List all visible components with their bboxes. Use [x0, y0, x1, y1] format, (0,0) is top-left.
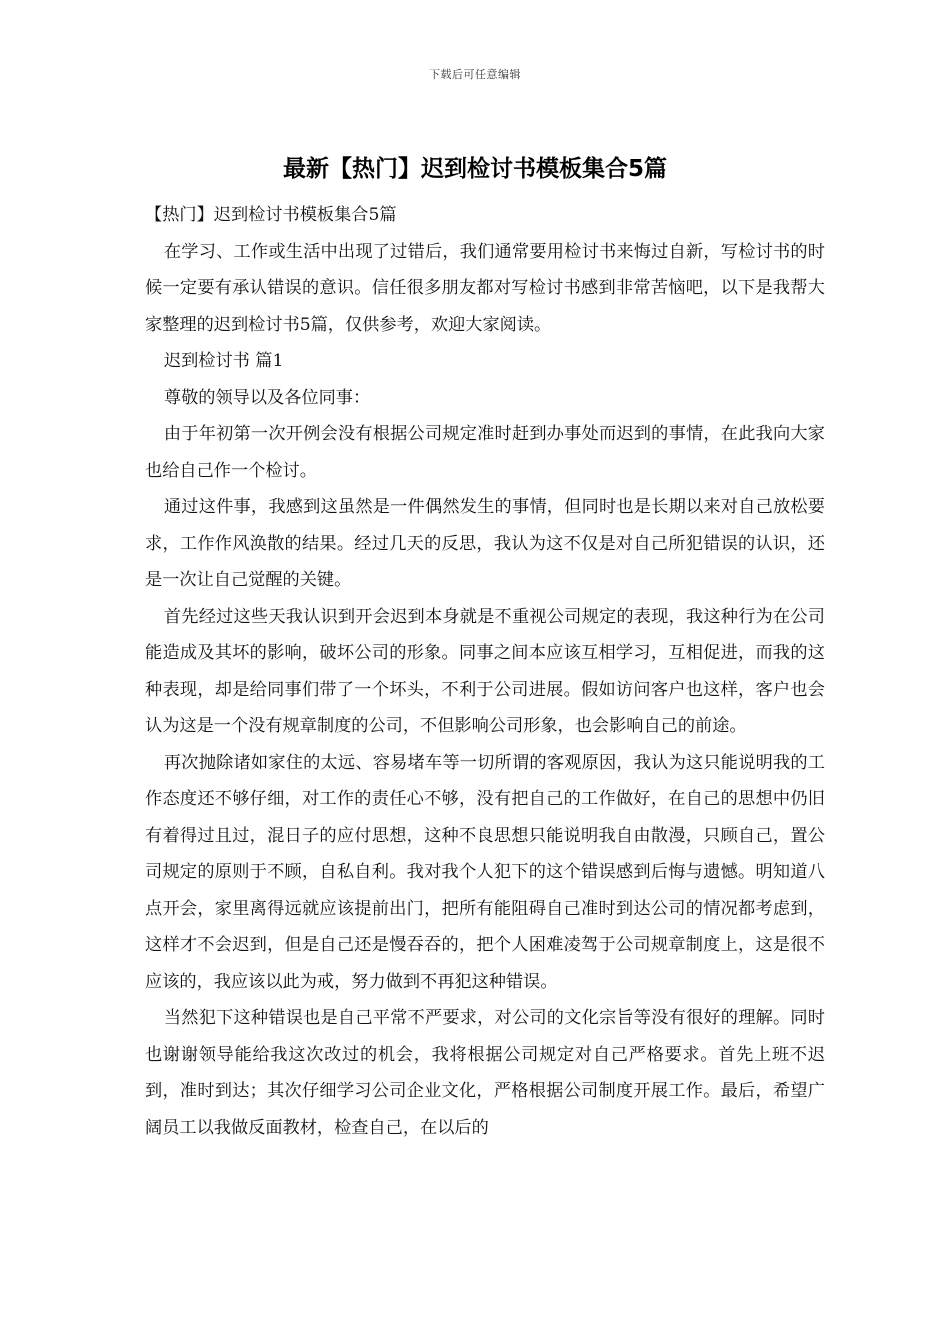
body-paragraph: 当然犯下这种错误也是自己平常不严要求，对公司的文化宗旨等没有很好的理解。同时也谢谢领导能给我这次改过的机会，我将根据公司规定对自己严格要求。首先上班不迟到，准时到达；其次仔细学习公司企业文化，严格根据公司制度开展工作。最后，希望广阔员工以我做反面教材，检查自己，在以后的 — [145, 1008, 825, 1138]
header-note: 下载后可任意编辑 — [429, 68, 521, 81]
body-paragraph: 首先经过这些天我认识到开会迟到本身就是不重视公司规定的表现，我这种行为在公司能造成及其坏的影响，破坏公司的形象。同事之间本应该互相学习，互相促进，而我的这种表现，却是给同事们带了一个坏头，不利于公司进展。假如访问客户也这样，客户也会认为这是一个没有规章制度的公司，不但影响公司形象，也会影响自己的前途。 — [145, 606, 825, 736]
salutation: 尊敬的领导以及各位同事： — [163, 387, 371, 408]
document-title: 最新【热门】迟到检讨书模板集合5篇 — [282, 156, 667, 182]
subtitle-paragraph: 【热门】迟到检讨书模板集合5篇 — [145, 205, 397, 225]
body-paragraph: 由于年初第一次开例会没有根据公司规定准时赶到办事处而迟到的事情，在此我向大家也给自己作一个检讨。 — [145, 424, 825, 481]
document-body — [145, 197, 825, 1146]
body-paragraph: 再次抛除诸如家住的太远、容易堵车等一切所谓的客观原因，我认为这只能说明我的工作态度还不够仔细，对工作的责任心不够，没有把自己的工作做好，在自己的思想中仍旧有着得过且过，混日子的应付思想，这种不良思想只能说明我自由散漫，只顾自己，置公司规定的原则于不顾，自私自利。我对我个人犯下的这个错误感到后悔与遗憾。明知道八点开会，家里离得远就应该提前出门，把所有能阻碍自己准时到达公司的情况都考虑到，这样才不会迟到，但是自己还是慢吞吞的，把个人困难凌驾于公司规章制度上，这是很不应该的，我应该以此为戒，努力做到不再犯这种错误。 — [145, 752, 825, 992]
body-paragraph: 通过这件事，我感到这虽然是一件偶然发生的事情，但同时也是长期以来对自己放松要求，工作作风涣散的结果。经过几天的反思，我认为这不仅是对自己所犯错误的认识，还是一次让自己觉醒的关键。 — [145, 497, 825, 590]
intro-paragraph: 在学习、工作或生活中出现了过错后，我们通常要用检讨书来悔过自新，写检讨书的时候一定要有承认错误的意识。信任很多朋友都对写检讨书感到非常苦恼吧，以下是我帮大家整理的迟到检讨书5篇，仅供参考，欢迎大家阅读。 — [145, 241, 825, 335]
section-heading: 迟到检讨书 篇1 — [163, 351, 284, 371]
